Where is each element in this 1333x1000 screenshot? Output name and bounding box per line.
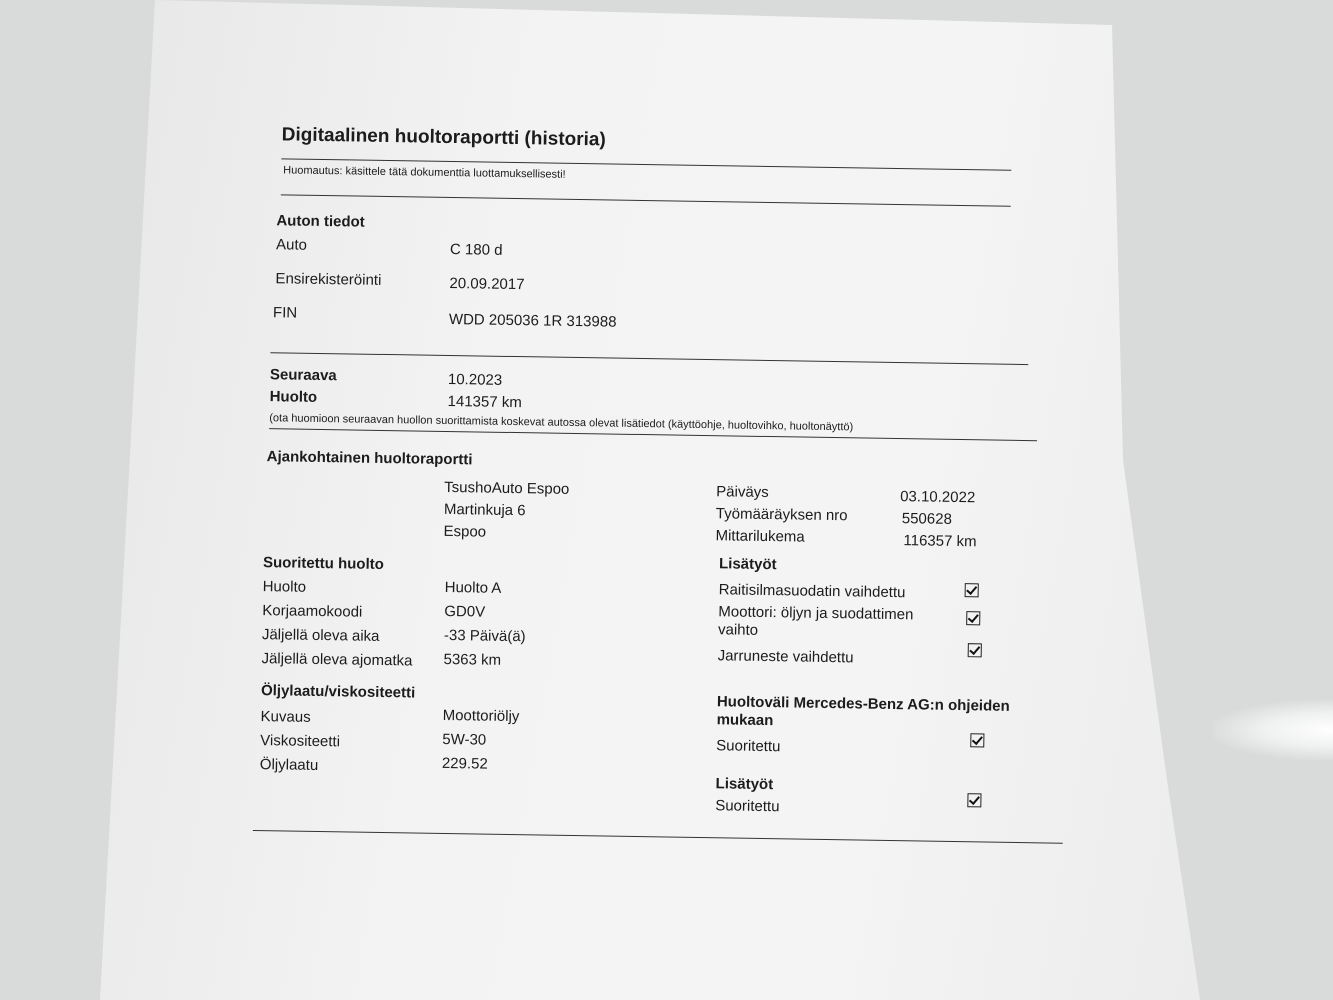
next-service-value: 10.2023 bbox=[447, 370, 503, 389]
viscosity-label: Viskositeetti bbox=[260, 732, 341, 751]
oil-grade-label: Öljylaatu bbox=[259, 756, 319, 774]
extra-work-item-oil-change-cont: vaihto bbox=[717, 621, 759, 639]
fin-value: WDD 205036 1R 313988 bbox=[448, 310, 617, 331]
first-registration-value: 20.09.2017 bbox=[449, 274, 525, 294]
workshop-code-value: GD0V bbox=[444, 602, 486, 621]
checkbox-checked-icon bbox=[967, 793, 981, 807]
service-interval-heading-cont: mukaan bbox=[716, 711, 774, 730]
checkbox-checked-icon bbox=[970, 733, 984, 747]
distance-left-value: 5363 km bbox=[443, 650, 502, 669]
divider bbox=[270, 352, 1028, 365]
checkbox-checked-icon bbox=[968, 643, 982, 657]
time-left-label: Jäljellä oleva aika bbox=[261, 626, 380, 645]
service-km-value: 141357 km bbox=[447, 392, 522, 412]
fin-label: FIN bbox=[272, 304, 298, 322]
performed-service-heading: Suoritettu huolto bbox=[262, 554, 384, 573]
service-type-label: Huolto bbox=[262, 578, 307, 596]
current-report-heading: Ajankohtainen huoltoraportti bbox=[266, 448, 473, 469]
odometer-value: 116357 km bbox=[903, 532, 977, 551]
extra-work-2-done-label: Suoritettu bbox=[715, 797, 780, 816]
oil-description-label: Kuvaus bbox=[260, 708, 311, 726]
confidential-notice: Huomautus: käsittele tätä dokumenttia luottamuksellisesti! bbox=[283, 164, 566, 181]
oil-grade-value: 229.52 bbox=[441, 754, 488, 773]
work-order-value: 550628 bbox=[901, 510, 953, 528]
distance-left-label: Jäljellä oleva ajomatka bbox=[261, 650, 413, 670]
workshop-street: Martinkuja 6 bbox=[443, 500, 526, 520]
workshop-name: TsushoAuto Espoo bbox=[444, 478, 570, 498]
background-glare bbox=[1213, 700, 1333, 760]
viscosity-value: 5W-30 bbox=[442, 730, 487, 749]
extra-work-heading: Lisätyöt bbox=[718, 555, 777, 574]
extra-work-item-cabin-filter: Raitisilmasuodatin vaihdettu bbox=[718, 581, 906, 602]
extra-work-item-brake-fluid: Jarruneste vaihdettu bbox=[717, 647, 854, 667]
extra-work-2-heading: Lisätyöt bbox=[715, 775, 774, 794]
oil-heading: Öljylaatu/viskositeetti bbox=[260, 682, 416, 702]
date-value: 03.10.2022 bbox=[900, 488, 976, 507]
service-interval-heading: Huoltoväli Mercedes-Benz AG:n ohjeiden bbox=[716, 693, 1010, 715]
interval-done-label: Suoritettu bbox=[716, 737, 781, 756]
next-service-label: Seuraava bbox=[269, 366, 337, 385]
divider bbox=[253, 830, 1063, 844]
checkbox-checked-icon bbox=[965, 583, 979, 597]
document-title: Digitaalinen huoltoraportti (historia) bbox=[281, 124, 606, 151]
vehicle-info-heading: Auton tiedot bbox=[276, 212, 365, 231]
next-service-note: (ota huomioon seuraavan huollon suorittamista koskevat autossa olevat lisätiedot (käyttöohje, huoltovihko, huoltonäyttö) bbox=[269, 412, 854, 434]
service-report-document bbox=[248, 120, 1050, 872]
service-type-value: Huolto A bbox=[444, 578, 502, 597]
divider bbox=[281, 194, 1011, 206]
date-label: Päiväys bbox=[716, 483, 769, 502]
work-order-label: Työmääräyksen nro bbox=[715, 505, 848, 525]
odometer-label: Mittarilukema bbox=[715, 527, 805, 546]
checkbox-checked-icon bbox=[966, 611, 980, 625]
workshop-code-label: Korjaamokoodi bbox=[262, 602, 363, 621]
model-value: C 180 d bbox=[449, 241, 503, 259]
model-label: Auto bbox=[275, 236, 308, 254]
extra-work-item-oil-change: Moottori: öljyn ja suodattimen bbox=[718, 603, 914, 624]
oil-description-value: Moottoriöljy bbox=[442, 706, 520, 726]
time-left-value: -33 Päivä(ä) bbox=[443, 626, 526, 646]
workshop-city: Espoo bbox=[443, 522, 487, 541]
service-km-label: Huolto bbox=[269, 388, 318, 406]
first-registration-label: Ensirekisteröinti bbox=[275, 270, 382, 289]
